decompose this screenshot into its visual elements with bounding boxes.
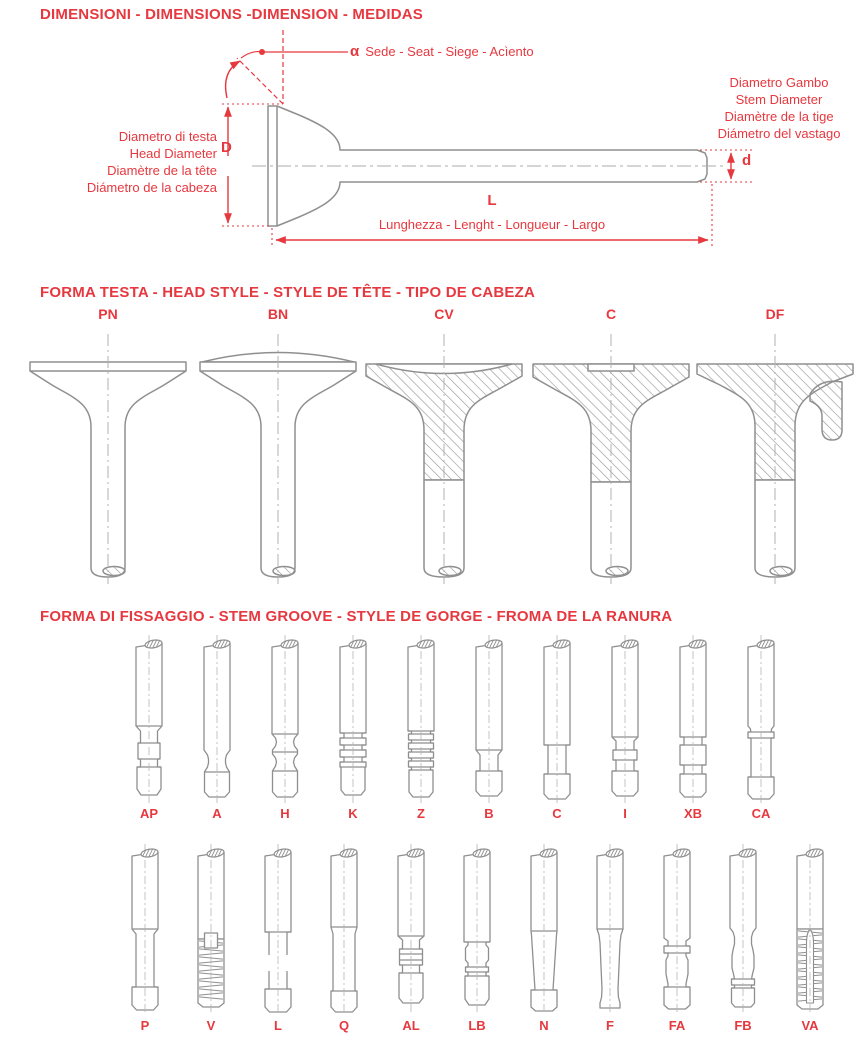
stem-drawing-q [316, 843, 372, 1015]
stem-item-va: VA [782, 843, 838, 1033]
stem-drawing-xb [665, 634, 721, 806]
stem-drawing-al [383, 843, 439, 1015]
stem-item-ap: AP [121, 634, 177, 821]
stem-drawing-b [461, 634, 517, 806]
stem-item-f: F [582, 843, 638, 1033]
stem-item-c: C [529, 634, 585, 821]
head-style-drawing-cv [361, 330, 527, 588]
length-label: Lunghezza - Lenght - Longueur - Largo [378, 217, 606, 232]
stem-item-ca: CA [733, 634, 789, 821]
stem-drawing-n [516, 843, 572, 1015]
stem-drawing-h [257, 634, 313, 806]
stem-diameter-label: Diametro Gambo Stem Diameter Diamètre de la tige Diámetro del vastago [717, 75, 841, 141]
stem-item-h: H [257, 634, 313, 821]
stem-item-fb: FB [715, 843, 771, 1033]
stem-drawing-fa [649, 843, 705, 1015]
stem-drawing-a [189, 634, 245, 806]
stem-item-l: L [250, 843, 306, 1033]
head-style-label-pn: PN [98, 306, 118, 322]
head-style-label-bn: BN [267, 306, 289, 322]
stem-item-fa: FA [649, 843, 705, 1033]
head-style-title: FORMA TESTA - HEAD STYLE - STYLE DE TÊTE - TIPO DE CABEZA [40, 284, 536, 301]
stem-groove-title: FORMA DI FISSAGGIO - STEM GROOVE - STYLE DE GORGE - FROMA DE LA RANURA [40, 608, 673, 625]
stem-drawing-z [393, 634, 449, 806]
length-symbol: L [487, 192, 497, 209]
stem-drawing-k [325, 634, 381, 806]
stem-drawing-f [582, 843, 638, 1015]
stem-item-lb: LB [449, 843, 505, 1033]
stem-drawing-fb [715, 843, 771, 1015]
head-style-drawing-df [692, 330, 858, 588]
stem-item-i: I [597, 634, 653, 821]
stem-drawing-v [183, 843, 239, 1015]
stem-drawing-p [117, 843, 173, 1015]
head-style-label-cv: CV [434, 306, 454, 322]
stem-item-a: A [189, 634, 245, 821]
stem-drawing-ap [121, 634, 177, 806]
head-style-label-df: DF [765, 306, 785, 322]
dimensions-title: DIMENSIONI - DIMENSIONS -DIMENSION - MEDIDAS [40, 6, 423, 23]
stem-item-al: AL [383, 843, 439, 1033]
stem-item-n: N [516, 843, 572, 1033]
stem-drawing-i [597, 634, 653, 806]
stem-item-v: V [183, 843, 239, 1033]
stem-item-xb: XB [665, 634, 721, 821]
stem-item-b: B [461, 634, 517, 821]
stem-diameter-symbol: d [742, 152, 752, 169]
stem-item-z: Z [393, 634, 449, 821]
stem-drawing-va [782, 843, 838, 1015]
seat-angle-label [350, 43, 534, 60]
head-style-drawing-pn [25, 330, 191, 588]
head-style-label-c: C [605, 306, 617, 322]
head-style-drawing-bn [195, 330, 361, 588]
stem-item-q: Q [316, 843, 372, 1033]
stem-drawing-ca [733, 634, 789, 806]
head-diameter-label: Diametro di testa Head Diameter Diamètre de la tête Diámetro de la cabeza [86, 129, 217, 195]
stem-drawing-lb [449, 843, 505, 1015]
head-diameter-symbol: D [221, 139, 232, 156]
stem-drawing-l [250, 843, 306, 1015]
head-style-drawing-c [528, 330, 694, 588]
stem-item-p: P [117, 843, 173, 1033]
alpha-symbol: α [350, 43, 360, 60]
stem-drawing-c [529, 634, 585, 806]
seat-label: Sede - Seat - Siege - Acìento [365, 44, 534, 59]
stem-item-k: K [325, 634, 381, 821]
